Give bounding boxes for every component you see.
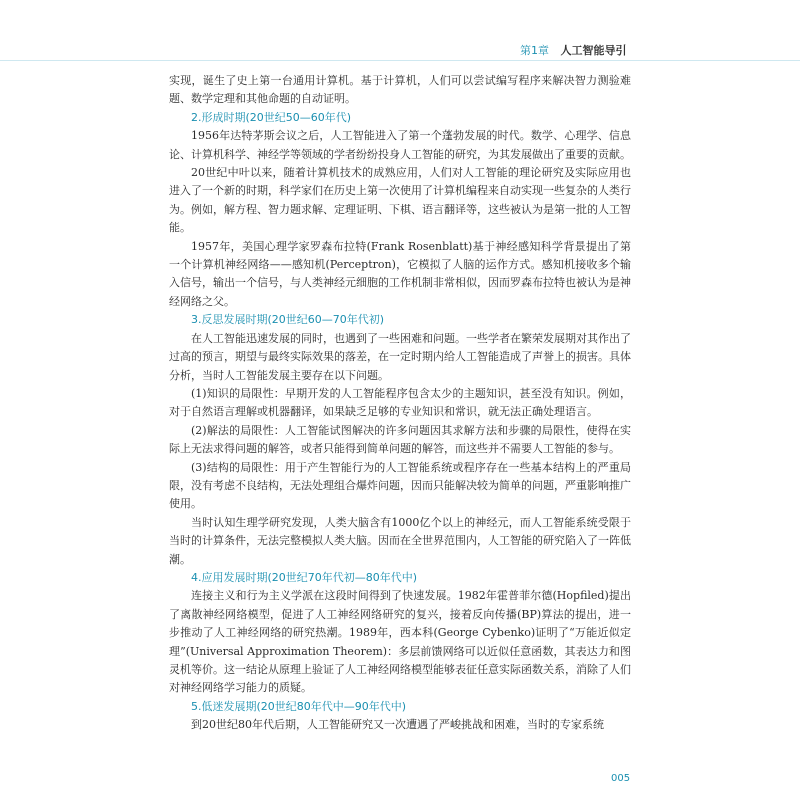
paragraph: (2)解法的局限性：人工智能试图解决的许多问题因其求解方法和步骤的局限性，使得在实际上无法求得问题的解答，或者只能得到简单问题的解答，而这些并不需要人工智能的参与。: [169, 423, 631, 456]
header-divider: [0, 60, 800, 61]
paragraph: (3)结构的局限性：用于产生智能行为的人工智能系统或程序存在一些基本结构上的严重局限，没有考虑不良结构，无法处理组合爆炸问题，因而只能解决较为简单的问题，严重影响推广使用。: [169, 460, 631, 511]
paragraph: 实现，诞生了史上第一台通用计算机。基于计算机，人们可以尝试编写程序来解决智力测验难题、数学定理和其他命题的自动证明。: [169, 74, 631, 106]
paragraph: 1956年达特茅斯会议之后，人工智能进入了第一个蓬勃发展的时代。数学、心理学、信息论、计算机科学、神经学等领域的学者纷纷投身人工智能的研究，为其发展做出了重要的贡献。: [169, 129, 631, 161]
section-heading: 2.形成时期(20世纪50—60年代): [191, 110, 352, 124]
page-number: 005: [611, 773, 631, 784]
running-header: [520, 42, 627, 58]
paragraph: 1957年，美国心理学家罗森布拉特(Frank Rosenblatt)基于神经感知科学背景提出了第一个计算机神经网络——感知机(Perceptron)，它模拟了人脑的运作方式。感知机接收多个输入信号，输出一个信号，与人类神经元细胞的工作机制非常相似，因而罗森布拉特也被认为是神经网络之父。: [169, 239, 631, 308]
page-body: [169, 72, 631, 735]
chapter-label: 第1章: [520, 44, 549, 57]
section-heading: 3.反思发展时期(20世纪60—70年代初): [191, 313, 385, 327]
paragraph: (1)知识的局限性：早期开发的人工智能程序包含太少的主题知识，甚至没有知识。例如，对于自然语言理解或机器翻译，如果缺乏足够的专业知识和常识，就无法正确处理语言。: [169, 386, 631, 419]
paragraph: 连接主义和行为主义学派在这段时间得到了快速发展。1982年霍普菲尔德(Hopfiled)提出了离散神经网络模型，促进了人工神经网络研究的复兴，接着反向传播(BP)算法的提出，进一步推动了人工神经网络的研究热潮。1989年，西本科(George Cybenko)证明了“万能近似定理”(Universal Approximation Theorem)：多层前馈网络可以近似任意函数，其表达力和图灵机等价。这一结论从原理上验证了人工神经网络模型能够表征任意实际函数关系，消除了人们对神经网络学习能力的质疑。: [169, 589, 631, 695]
section-heading: 4.应用发展时期(20世纪70年代初—80年代中): [191, 570, 418, 584]
paragraph: 当时认知生理学研究发现，人类大脑含有1000亿个以上的神经元，而人工智能系统受限于当时的计算条件，无法完整模拟人类大脑。因而在全世界范围内，人工智能的研究陷入了一阵低潮。: [169, 515, 631, 566]
section-heading: 5.低迷发展期(20世纪80年代中—90年代中): [191, 699, 407, 713]
paragraph: 20世纪中叶以来，随着计算机技术的成熟应用，人们对人工智能的理论研究及实际应用也进入了一个新的时期，科学家们在历史上第一次使用了计算机编程来自动实现一些复杂的人类行为。例如，解方程、智力题求解、定理证明、下棋、语言翻译等，这些被认为是第一批的人工智能。: [169, 166, 631, 235]
paragraph: 到20世纪80年代后期，人工智能研究又一次遭遇了严峻挑战和困难，当时的专家系统: [191, 718, 604, 732]
paragraph: 在人工智能迅速发展的同时，也遇到了一些困难和问题。一些学者在繁荣发展期对其作出了过高的预言，期望与最终实际效果的落差，在一定时期内给人工智能造成了声誉上的损害。具体分析，当时人工智能发展主要存在以下问题。: [169, 331, 631, 382]
chapter-title: 人工智能导引: [560, 44, 627, 57]
